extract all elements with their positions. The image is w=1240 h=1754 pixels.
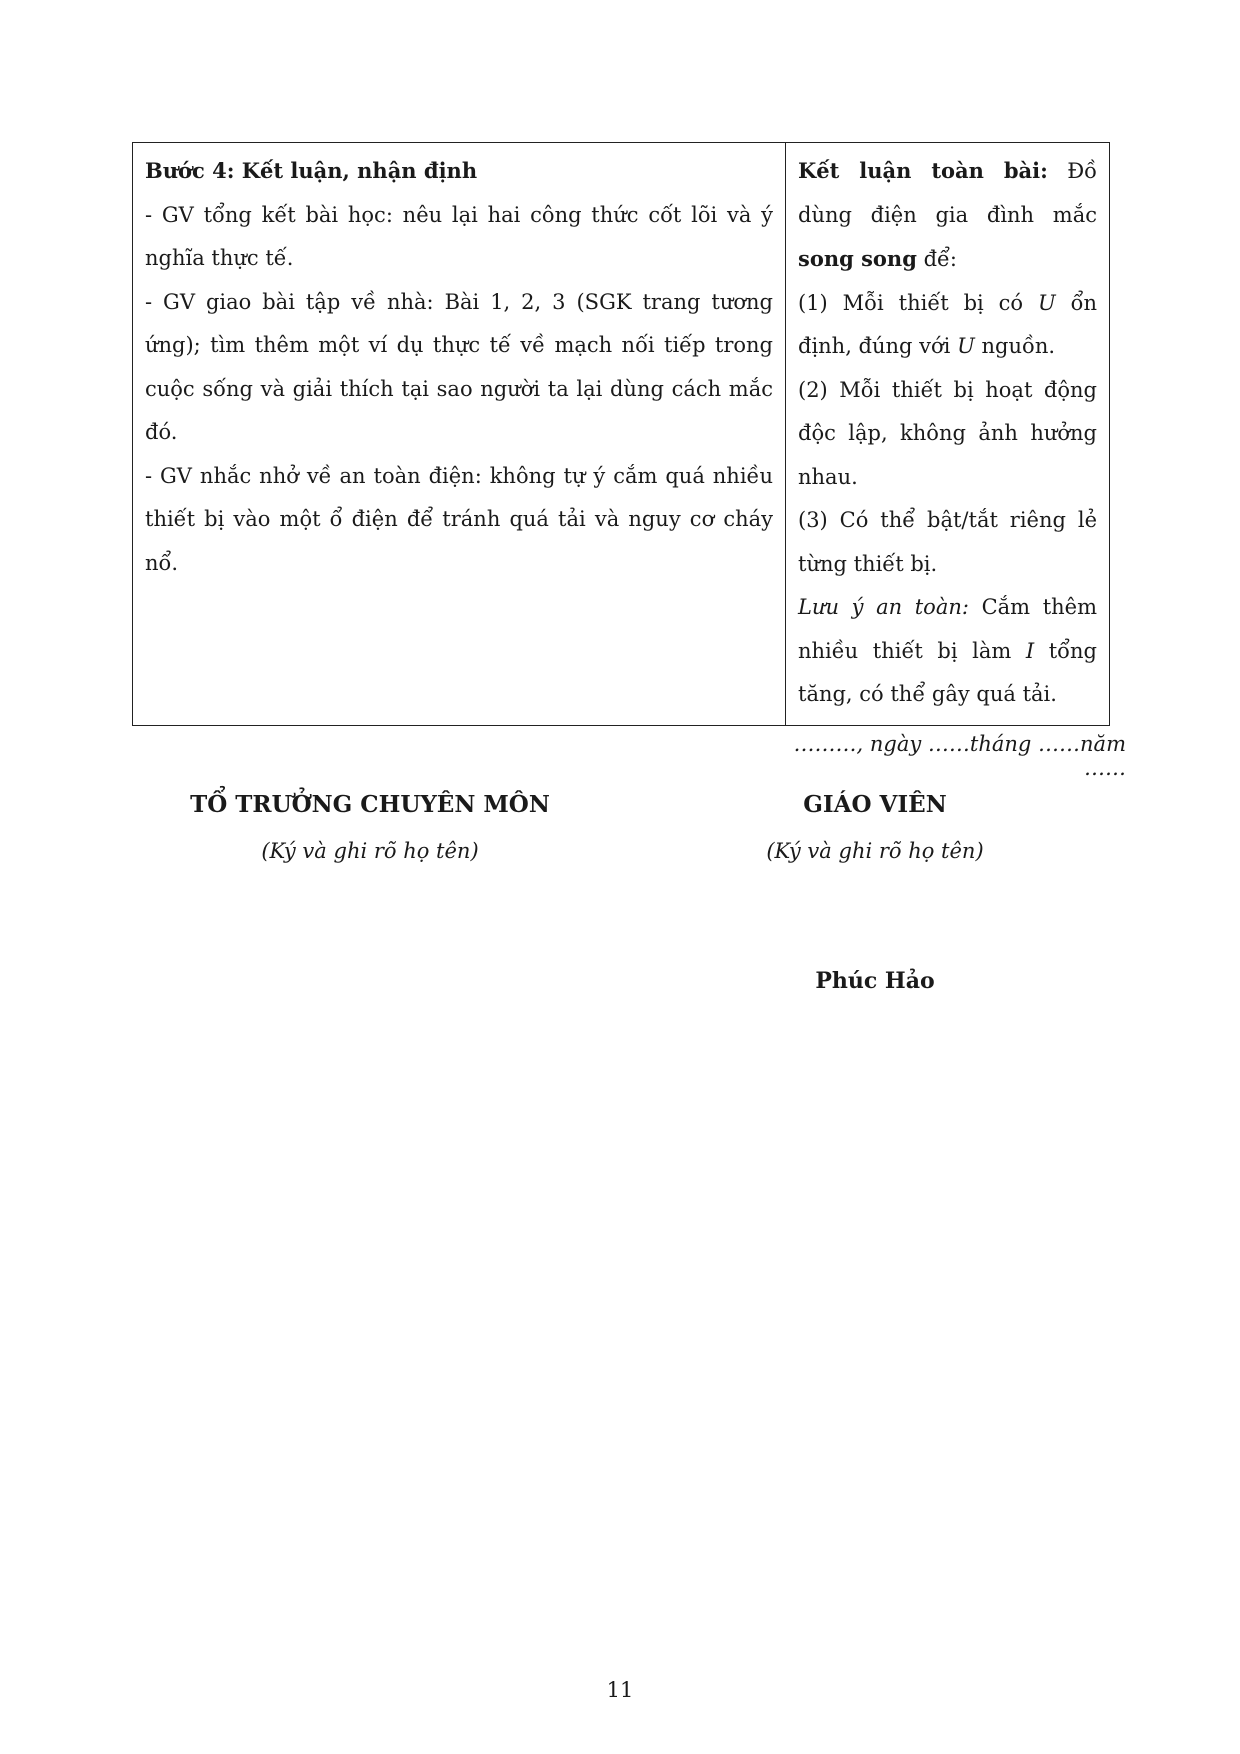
summary-item: - GV tổng kết bài học: nêu lại hai công thức cốt lõi và ý nghĩa thực tế. bbox=[145, 202, 773, 270]
safety-note-label: Lưu ý an toàn: bbox=[798, 595, 969, 619]
lesson-table bbox=[132, 142, 1110, 726]
teacher-title: GIÁO VIÊN bbox=[803, 791, 947, 818]
conclusion-heading: Kết luận toàn bài: bbox=[798, 158, 1048, 183]
department-head-note: (Ký và ghi rõ họ tên) bbox=[261, 839, 479, 863]
point-1: (1) Mỗi thiết bị có U ổn định, đúng với U nguồn. bbox=[798, 290, 1097, 358]
conclusion-cell bbox=[786, 143, 1110, 726]
homework-item: - GV giao bài tập về nhà: Bài 1, 2, 3 (SGK trang tương ứng); tìm thêm một ví dụ thực tế về mạch nối tiếp trong cuộc sống và giải thích tại sao người ta lại dùng cách mắc đó. bbox=[145, 289, 773, 444]
activity-cell bbox=[133, 143, 786, 726]
safety-item: - GV nhắc nhở về an toàn điện: không tự ý cắm quá nhiều thiết bị vào một ổ điện để tránh quá tải và nguy cơ cháy nổ. bbox=[145, 463, 773, 575]
table-row bbox=[133, 143, 1110, 726]
parallel-keyword: song song bbox=[798, 246, 917, 271]
point-2: (2) Mỗi thiết bị hoạt động độc lập, không ảnh hưởng nhau. bbox=[798, 377, 1097, 489]
date-line: ………, ngày ……tháng ……năm …… bbox=[793, 732, 1126, 780]
department-head-title: TỔ TRƯỞNG CHUYÊN MÔN bbox=[190, 791, 550, 818]
page-number: 11 bbox=[606, 1678, 634, 1702]
step-heading: Bước 4: Kết luận, nhận định bbox=[145, 158, 478, 183]
teacher-name: Phúc Hảo bbox=[815, 968, 935, 994]
teacher-signature bbox=[640, 790, 1110, 866]
safety-note: Lưu ý an toàn: Cắm thêm nhiều thiết bị làm I tổng tăng, có thể gây quá tải. bbox=[798, 595, 1097, 706]
conclusion-intro: Kết luận toàn bài: Đồ dùng điện gia đình mắc song song để: bbox=[798, 158, 1097, 271]
teacher-note: (Ký và ghi rõ họ tên) bbox=[766, 839, 984, 863]
department-head-signature bbox=[130, 790, 610, 866]
point-3: (3) Có thể bật/tắt riêng lẻ từng thiết bị. bbox=[798, 508, 1097, 576]
